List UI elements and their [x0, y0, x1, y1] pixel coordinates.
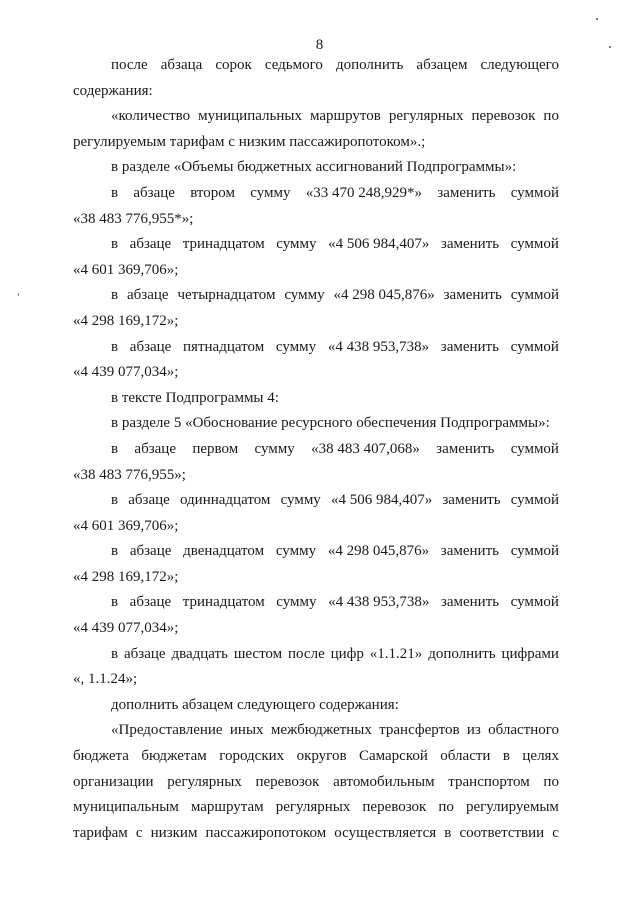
word: седьмого [264, 57, 323, 73]
line-text: дополнить абзацем следующего содержания: [111, 696, 399, 713]
word: дополнить [428, 645, 496, 662]
word: заменить [437, 184, 496, 201]
word: муниципальных [198, 108, 302, 125]
word: межбюджетных [270, 722, 372, 739]
word: дополнить [335, 57, 404, 73]
word: области [440, 748, 491, 765]
word: «4 298 045,876» [333, 287, 435, 304]
word: заменить [440, 338, 499, 355]
word: в [111, 645, 119, 662]
word: заменить [442, 492, 501, 509]
word: «1.1.21» [369, 645, 423, 662]
word: суммой [510, 543, 559, 560]
word: по [438, 799, 454, 816]
text-line [73, 360, 559, 386]
word: пятнадцатом [183, 338, 265, 355]
word: муниципальным [73, 799, 179, 816]
line-text: в разделе 5 «Обоснование ресурсного обеспечения Подпрограммы»: [111, 415, 550, 432]
text-line [73, 181, 559, 207]
page-number: 8 [315, 37, 324, 53]
word: абзаце [129, 338, 172, 355]
word: заменить [440, 543, 499, 560]
word: суммой [510, 594, 559, 611]
text-line [73, 437, 559, 463]
word: одиннадцатом [179, 492, 271, 509]
word: абзацем [416, 57, 468, 73]
word: сумму [275, 338, 317, 355]
word: суммой [510, 492, 559, 509]
word: двенадцатом [183, 543, 265, 560]
line-text: «4 298 169,172»; [73, 568, 179, 585]
scan-speck [609, 46, 611, 48]
word: по [543, 108, 559, 125]
word: округов [296, 748, 347, 765]
word: сумму [250, 184, 291, 201]
word: маршрутов [309, 108, 381, 125]
text-line [73, 718, 559, 744]
line-text: «4 298 169,172»; [73, 312, 179, 329]
word: в [111, 236, 119, 253]
text-line [73, 539, 559, 565]
text-line [73, 693, 559, 719]
word: низким [150, 824, 198, 841]
word: сумму [254, 440, 295, 457]
word: суммой [510, 440, 559, 457]
word: сумму [276, 594, 317, 611]
word: заменить [443, 287, 502, 304]
word: в [111, 440, 119, 457]
word: «4 506 984,407» [330, 492, 433, 509]
word: заменить [440, 594, 500, 611]
word: организации [73, 773, 154, 790]
line-text: «4 601 369,706»; [73, 517, 179, 534]
text-line [73, 616, 559, 642]
word: «Предоставление [111, 722, 223, 739]
word: перевозок [471, 108, 536, 125]
word: в [111, 184, 119, 201]
text-line [73, 590, 559, 616]
word: бюджета [73, 748, 129, 765]
word: «4 438 953,738» [327, 338, 430, 355]
word: бюджетам [141, 748, 207, 765]
line-text: «4 439 077,034»; [73, 620, 179, 637]
word: абзаце [129, 236, 172, 253]
text-line [73, 258, 559, 284]
text-line [73, 821, 559, 847]
word: тарифам [73, 824, 128, 841]
word: в [111, 492, 119, 509]
text-line [73, 463, 559, 489]
text-line [73, 411, 559, 437]
word: перевозок [362, 799, 427, 816]
word: соответствии [459, 824, 545, 841]
line-text: в разделе «Объемы бюджетных ассигнований Подпрограммы»: [111, 159, 517, 176]
text-line [73, 514, 559, 540]
word: целях [522, 748, 559, 765]
text-line [73, 770, 559, 796]
text-line [73, 565, 559, 591]
word: по [543, 773, 559, 790]
text-line [73, 130, 559, 156]
word: заменить [436, 440, 495, 457]
word: городских [219, 748, 285, 765]
word: в [444, 824, 452, 841]
text-line [73, 744, 559, 770]
word: втором [190, 184, 235, 201]
word: заменить [440, 236, 500, 253]
word: Самарской [358, 748, 428, 765]
word: четырнадцатом [177, 287, 276, 304]
word: с [552, 824, 559, 841]
word: сорок [215, 57, 252, 73]
line-text: в тексте Подпрограммы 4: [111, 389, 279, 406]
word: абзаце [128, 492, 170, 509]
word: сумму [275, 543, 317, 560]
word: регулируемым [465, 799, 559, 816]
word: сумму [280, 492, 321, 509]
word: после [288, 645, 325, 662]
line-text: «, 1.1.24»; [73, 671, 138, 688]
word: регулярных [275, 799, 351, 816]
word: пассажиропотоком [205, 824, 327, 841]
word: двадцать [171, 645, 228, 662]
scan-speck [18, 293, 19, 296]
word: цифр [330, 645, 364, 662]
scan-speck [596, 18, 598, 20]
word: шестом [233, 645, 283, 662]
word: «количество [111, 108, 191, 125]
word: сумму [276, 236, 317, 253]
word: «4 438 953,738» [328, 594, 430, 611]
word: суммой [510, 236, 559, 253]
line-text: «38 483 776,955»; [73, 466, 186, 483]
text-line [73, 232, 559, 258]
text-line [73, 309, 559, 335]
word: маршрутам [190, 799, 264, 816]
word: «4 298 045,876» [327, 543, 430, 560]
word: транспортом [448, 773, 530, 790]
text-line [73, 53, 559, 79]
word: осуществляется [334, 824, 437, 841]
word: тринадцатом [182, 594, 265, 611]
word: в [111, 287, 119, 304]
word: в [111, 594, 119, 611]
word: с [135, 824, 143, 841]
text-line [73, 104, 559, 130]
text-line [73, 207, 559, 233]
text-line [73, 283, 559, 309]
word: «33 470 248,929*» [305, 184, 422, 201]
text-line [73, 79, 559, 105]
word: из [466, 722, 481, 739]
line-text: «38 483 776,955*»; [73, 210, 194, 227]
text-line [73, 155, 559, 181]
word: абзаце [129, 543, 172, 560]
line-text: регулируемым тарифам с низким пассажиропотоком».; [73, 133, 426, 150]
text-line [73, 335, 559, 361]
word: в [502, 748, 510, 765]
word: «38 483 407,068» [311, 440, 420, 457]
word: тринадцатом [182, 236, 265, 253]
word: следующего [480, 57, 559, 73]
text-line [73, 642, 559, 668]
word: трансфертов [379, 722, 460, 739]
word: абзаце [134, 440, 176, 457]
word: суммой [510, 184, 559, 201]
document-body [73, 53, 559, 846]
word: суммой [510, 287, 559, 304]
word: в [111, 338, 119, 355]
line-text: содержания: [73, 82, 153, 99]
text-line [73, 795, 559, 821]
word: регулярных [388, 108, 464, 125]
word: иных [229, 722, 264, 739]
word: абзаце [129, 594, 172, 611]
word: сумму [284, 287, 325, 304]
text-line [73, 667, 559, 693]
text-line [73, 488, 559, 514]
word: абзаце [123, 645, 166, 662]
line-text: «4 601 369,706»; [73, 261, 179, 278]
word: цифрами [501, 645, 559, 662]
word: «4 506 984,407» [328, 236, 430, 253]
word: суммой [510, 338, 559, 355]
word: абзаце [126, 287, 169, 304]
word: первом [192, 440, 239, 457]
word: регулярных [167, 773, 242, 790]
text-line [73, 386, 559, 412]
word: в [111, 543, 119, 560]
word: областного [488, 722, 559, 739]
line-text: «4 439 077,034»; [73, 364, 179, 381]
word: перевозок [255, 773, 320, 790]
word: автомобильным [333, 773, 435, 790]
word: абзаца [160, 57, 203, 73]
word: абзаце [133, 184, 175, 201]
word: после [111, 57, 148, 73]
